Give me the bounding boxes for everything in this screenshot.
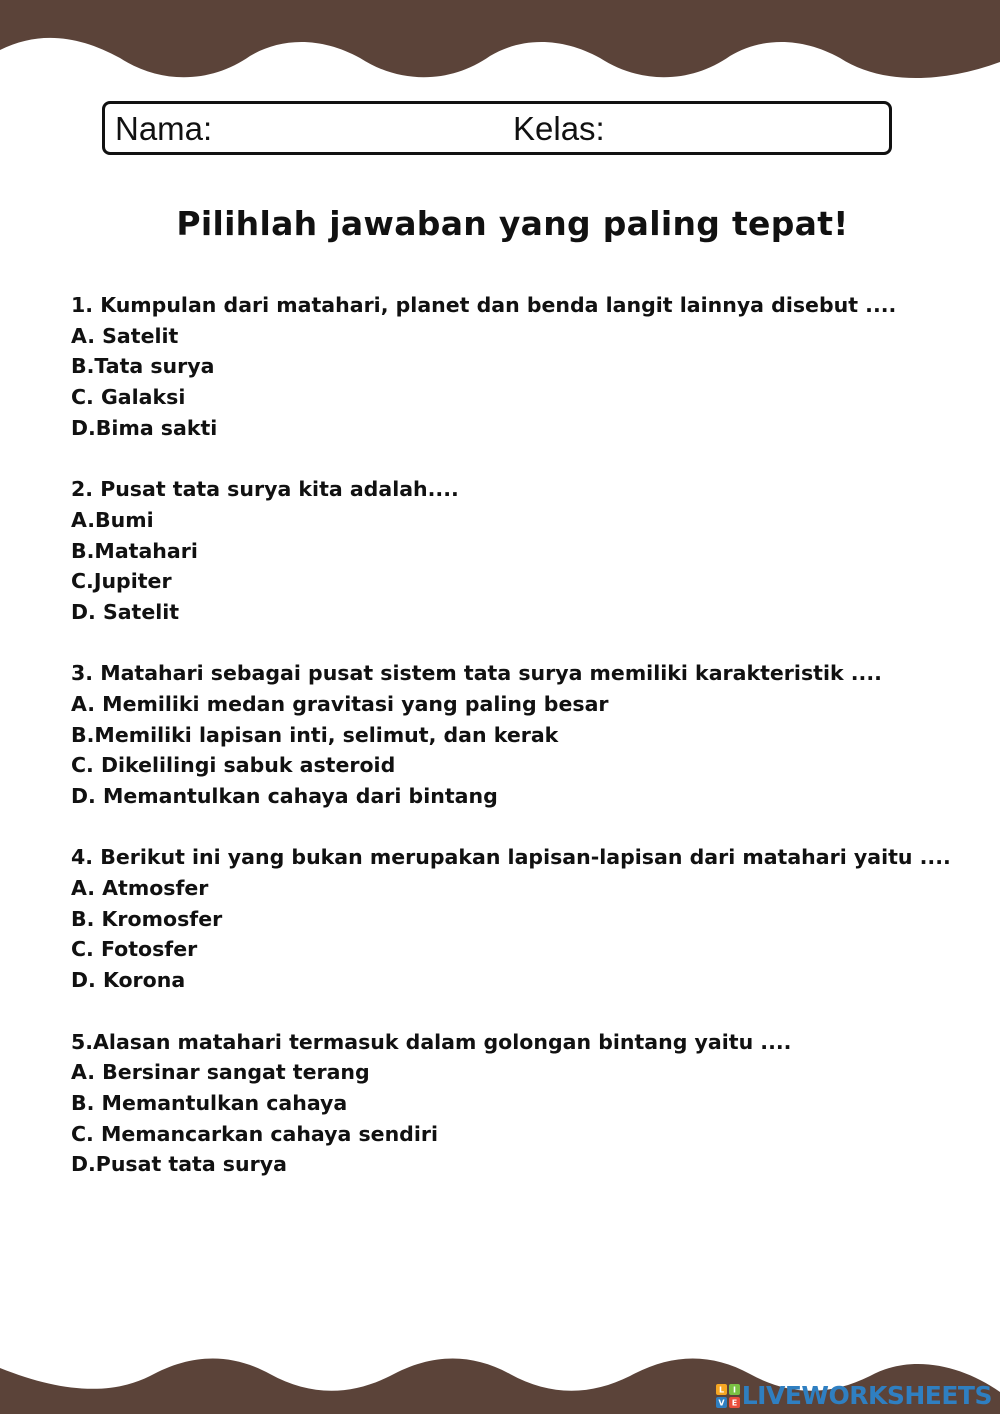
option-b: B.Matahari bbox=[71, 538, 198, 563]
svg-text:E: E bbox=[731, 1398, 737, 1407]
liveworksheets-brand-text: LIVEWORKSHEETS bbox=[741, 1381, 992, 1410]
question-text: 5.Alasan matahari termasuk dalam golongan bintang yaitu .... bbox=[71, 1029, 792, 1054]
option-b: B. Kromosfer bbox=[71, 906, 223, 931]
question-1 bbox=[71, 290, 971, 443]
question-list bbox=[71, 290, 971, 1211]
option-b: B. Memantulkan cahaya bbox=[71, 1090, 348, 1115]
option-c: C. Memancarkan cahaya sendiri bbox=[71, 1121, 439, 1146]
question-2 bbox=[71, 474, 971, 627]
student-info-box bbox=[102, 101, 892, 155]
svg-text:I: I bbox=[732, 1385, 736, 1394]
option-c: C.Jupiter bbox=[71, 569, 172, 594]
option-b: B.Tata surya bbox=[71, 354, 215, 379]
option-c: C. Dikelilingi sabuk asteroid bbox=[71, 753, 396, 778]
svg-text:L: L bbox=[718, 1385, 724, 1394]
option-d: D.Pusat tata surya bbox=[71, 1152, 287, 1177]
option-a: A. Satelit bbox=[71, 323, 179, 348]
option-d: D. Korona bbox=[71, 968, 186, 993]
option-d: D. Satelit bbox=[71, 599, 180, 624]
option-d: D.Bima sakti bbox=[71, 415, 218, 440]
option-d: D. Memantulkan cahaya dari bintang bbox=[71, 784, 498, 808]
question-3 bbox=[71, 658, 971, 811]
class-label: Kelas: bbox=[513, 110, 605, 147]
liveworksheets-watermark bbox=[716, 1381, 992, 1410]
question-text: 1. Kumpulan dari matahari, planet dan benda langit lainnya disebut .... bbox=[71, 293, 897, 317]
option-b: B.Memiliki lapisan inti, selimut, dan kerak bbox=[71, 722, 559, 747]
option-c: C. Fotosfer bbox=[71, 937, 198, 962]
option-a: A. Bersinar sangat terang bbox=[71, 1060, 370, 1085]
option-a: A.Bumi bbox=[71, 507, 154, 532]
option-a: A. Atmosfer bbox=[71, 876, 209, 901]
question-text: 3. Matahari sebagai pusat sistem tata surya memiliki karakteristik .... bbox=[71, 661, 882, 686]
option-a: A. Memiliki medan gravitasi yang paling besar bbox=[71, 691, 609, 716]
question-text: 4. Berikut ini yang bukan merupakan lapisan-lapisan dari matahari yaitu .... bbox=[71, 845, 951, 870]
question-text: 2. Pusat tata surya kita adalah.... bbox=[71, 477, 459, 502]
top-wave-decoration bbox=[0, 0, 1000, 90]
name-label: Nama: bbox=[115, 110, 213, 147]
question-5 bbox=[71, 1027, 971, 1180]
page-title: Pilihlah jawaban yang paling tepat! bbox=[176, 204, 849, 243]
option-c: C. Galaksi bbox=[71, 385, 186, 410]
svg-text:V: V bbox=[718, 1398, 725, 1407]
liveworksheets-logo-icon bbox=[716, 1384, 740, 1408]
question-4 bbox=[71, 842, 971, 995]
